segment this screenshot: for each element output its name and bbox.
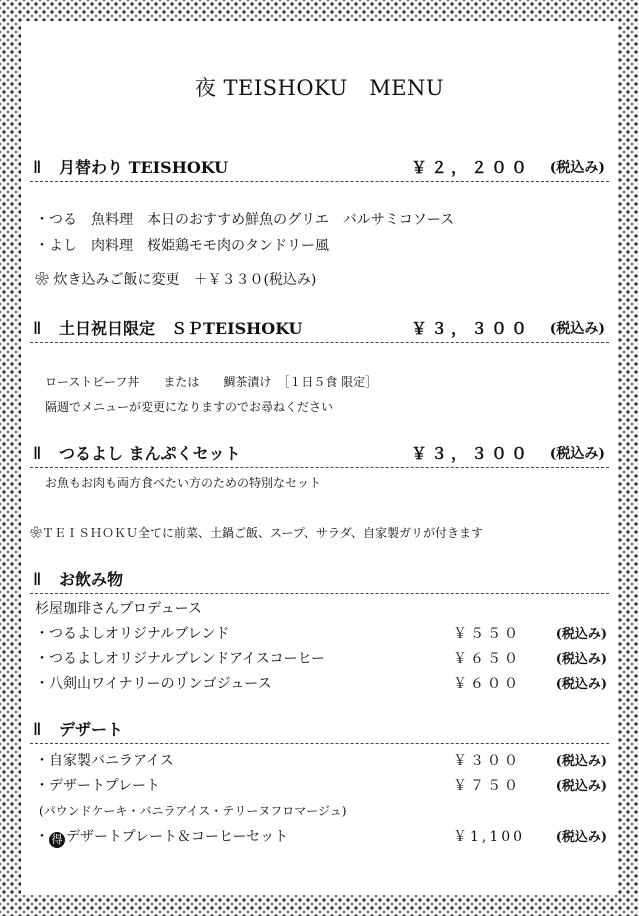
tax-label: (税込み) [555, 677, 607, 692]
tax-label: (税込み) [555, 779, 607, 794]
toku-badge-icon: 得 [49, 832, 65, 848]
item-label: ・八剣山ワイナリーのリンゴジュース [35, 676, 272, 692]
section-header-dessert [30, 717, 609, 744]
flower-icon: ❀ [35, 272, 49, 288]
section-header-set [30, 441, 609, 468]
menu-page [21, 21, 618, 895]
fork-knife-icon: ǁ [33, 570, 42, 590]
dessert-item [35, 750, 607, 772]
included-notice-text: ＴＥＩＳＨＯＫＵ全てに前菜、土鍋ご飯、スープ、サラダ、自家製ガリが付きます [42, 526, 484, 540]
sp-menu-line: ローストビーフ丼 または 鯛茶漬け ［１日５食 限定］ [45, 375, 378, 389]
drink-item [35, 648, 607, 670]
item-label: ・デザートプレート [35, 778, 161, 794]
rice-option [35, 269, 316, 289]
page-title: 夜 TEISHOKU MENU [194, 76, 445, 100]
dessert-item [35, 775, 607, 797]
fork-knife-icon: ǁ [33, 319, 42, 339]
tax-label: (税込み) [555, 830, 607, 845]
dessert-note: (パウンドケーキ・バニラアイス・テリーヌフロマージュ) [39, 804, 347, 818]
tax-label: (税込み) [549, 446, 605, 462]
drinks-intro: 杉屋珈琲さんプロデュース [35, 601, 202, 617]
section-title: 土日祝日限定 ＳＰTEISHOKU [59, 319, 303, 338]
menu-item: ・よし 肉料理 桜姫鶏モモ肉のタンドリー風 [35, 238, 329, 254]
fork-knife-icon: ǁ [33, 158, 42, 178]
dessert-item-special [35, 826, 607, 848]
item-price: ￥６００ [453, 676, 521, 692]
rice-option-text: 炊き込みご飯に変更 ＋￥３３０(税込み) [53, 272, 317, 288]
item-label: デザートプレート＆コーヒーセット [66, 829, 289, 845]
item-label: ・つるよしオリジナルブレンドアイスコーヒー [35, 651, 326, 667]
tax-label: (税込み) [555, 754, 607, 769]
tax-label: (税込み) [549, 160, 605, 176]
drink-item [35, 623, 607, 645]
bullet: ・ [35, 829, 49, 845]
item-price: ￥３００ [453, 753, 521, 769]
sp-note: 隔週でメニューが変更になりますのでお尋ねください [45, 400, 334, 414]
fork-knife-icon: ǁ [33, 444, 42, 464]
section-header-sp [30, 316, 609, 343]
item-price: ￥５５０ [453, 626, 521, 642]
item-price: ￥６５０ [453, 651, 521, 667]
item-label: ・自家製バニラアイス [35, 753, 174, 769]
section-title: 月替わり TEISHOKU [59, 158, 229, 177]
section-header-drinks [30, 567, 609, 594]
section-title: デザート [59, 720, 124, 739]
fork-knife-icon: ǁ [33, 720, 42, 740]
tax-label: (税込み) [555, 627, 607, 642]
item-price: ￥７５０ [453, 778, 521, 794]
section-price: ￥２，２００ [411, 158, 532, 177]
item-price: ￥1,100 [453, 829, 526, 845]
drink-item [35, 673, 607, 695]
set-description: お魚もお肉も両方食べたい方のための特別なセット [45, 476, 322, 490]
flower-icon: ❀ [30, 526, 43, 540]
menu-item: ・つる 魚料理 本日のおすすめ鮮魚のグリエ バルサミコソース [35, 212, 455, 228]
tax-label: (税込み) [549, 321, 605, 337]
included-notice [30, 524, 483, 541]
section-title: つるよし まんぷくセット [59, 444, 241, 463]
section-price: ￥３，３００ [411, 319, 532, 338]
item-label: ・つるよしオリジナルブレンド [35, 626, 230, 642]
tax-label: (税込み) [555, 652, 607, 667]
section-header-monthly [30, 155, 609, 182]
section-price: ￥３，３００ [411, 444, 532, 463]
section-title: お飲み物 [59, 570, 124, 589]
item-label-wrap [35, 826, 288, 848]
